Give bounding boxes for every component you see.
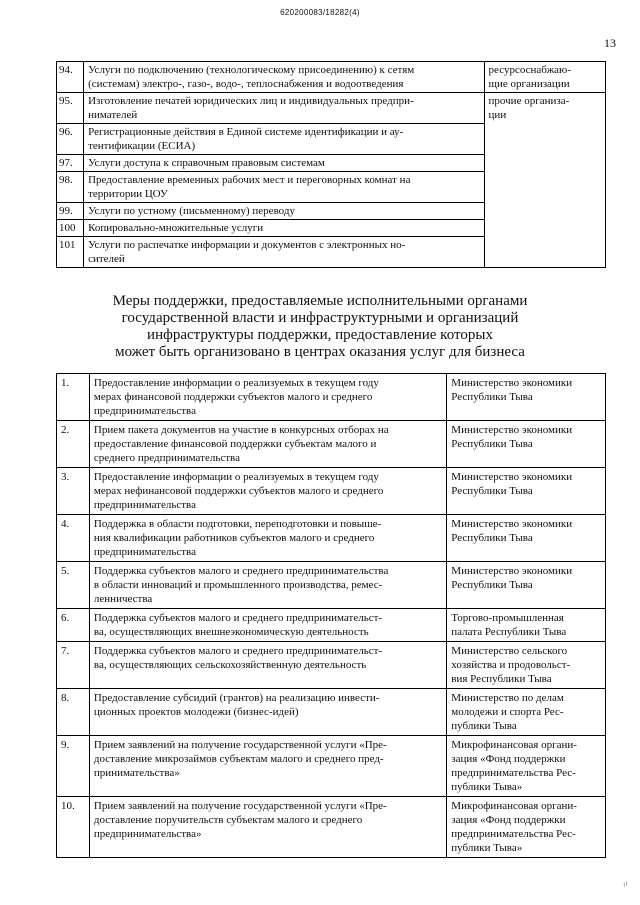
table-row [57, 689, 606, 736]
measure-description [89, 736, 446, 797]
cell-line: вия Республики Тыва [451, 673, 552, 685]
cell-line: Предоставление временных рабочих мест и переговорных комнат на [88, 174, 411, 186]
cell-line: Торгово-промышленная [451, 612, 564, 624]
cell-line: предпринимательства» [93, 828, 202, 840]
cell-line: предпринимательства [93, 499, 196, 511]
cell-line: публики Тыва [451, 720, 517, 732]
cell-line: предоставление финансовой поддержки субъектам малого и [93, 438, 377, 450]
row-number: 94. [57, 62, 84, 93]
cell-line: Микрофинансовая органи- [451, 800, 577, 812]
cell-line: Республики Тыва [451, 438, 533, 450]
cell-line: Поддержка субъектов малого и среднего предпринимательст- [93, 645, 383, 657]
cell-line: Министерство экономики [451, 565, 573, 577]
cell-line: Изготовление печатей юридических лиц и индивидуальных предпри- [88, 95, 414, 107]
table-row [57, 736, 606, 797]
responsible-body [447, 421, 606, 468]
table-row [57, 62, 606, 93]
document-id: 620200083/18282(4) [280, 8, 360, 17]
cell-line: Республики Тыва [451, 579, 533, 591]
table-row [57, 642, 606, 689]
cell-line: ва, осуществляющих внешнеэкономическую деятельность [93, 626, 369, 638]
table-row [57, 515, 606, 562]
cell-line: Министерство экономики [451, 518, 573, 530]
cell-line: Республики Тыва [451, 485, 533, 497]
responsible-body [447, 374, 606, 421]
service-description [84, 203, 484, 220]
section-heading [0, 293, 640, 361]
row-number: 97. [57, 155, 84, 172]
table-row [57, 374, 606, 421]
cell-line: предпринимательства [93, 405, 196, 417]
measure-description [89, 642, 446, 689]
measure-description [89, 374, 446, 421]
row-number: 2. [57, 421, 90, 468]
responsible-body [447, 689, 606, 736]
responsible-body [447, 609, 606, 642]
row-number: 1. [57, 374, 90, 421]
cell-line: Услуги по подключению (технологическому присоединению) к сетям [88, 64, 415, 76]
measure-description [89, 421, 446, 468]
row-number: 10. [57, 797, 90, 858]
responsible-body [447, 736, 606, 797]
measure-description [89, 562, 446, 609]
cell-line: зация «Фонд поддержки [451, 753, 566, 765]
heading-line: инфраструктуры поддержки, предоставление которых [147, 327, 493, 343]
row-number: 7. [57, 642, 90, 689]
cell-line: хозяйства и продовольст- [451, 659, 571, 671]
responsible-body [447, 515, 606, 562]
heading-line: государственной власти и инфраструктурными и организаций [121, 310, 519, 326]
row-number: 8. [57, 689, 90, 736]
cell-line: зация «Фонд поддержки [451, 814, 566, 826]
row-number: 101 [57, 237, 84, 268]
cell-line: Поддержка субъектов малого и среднего предпринимательст- [93, 612, 383, 624]
cell-line: в области инноваций и промышленного производства, ремес- [93, 579, 383, 591]
cell-line: доставление микрозаймов субъектам малого и среднего пред- [93, 753, 384, 765]
cell-line: Республики Тыва [451, 532, 533, 544]
cell-line: Прием заявлений на получение государственной услуги «Пре- [93, 739, 387, 751]
margin-mark: 〃 [619, 879, 633, 893]
measure-description [89, 468, 446, 515]
cell-line: Копировально-множительные услуги [88, 222, 264, 234]
cell-line: Предоставление субсидий (грантов) на реализацию инвести- [93, 692, 380, 704]
cell-line: ва, осуществляющих сельскохозяйственную деятельность [93, 659, 367, 671]
heading-line: Меры поддержки, предоставляемые исполнительными органами [112, 293, 528, 309]
cell-line: среднего предпринимательства [93, 452, 240, 464]
cell-line: молодежи и спорта Рес- [451, 706, 564, 718]
responsible-body [447, 562, 606, 609]
row-number: 5. [57, 562, 90, 609]
measure-description [89, 609, 446, 642]
cell-line: Министерство по делам [451, 692, 564, 704]
service-description [84, 237, 484, 268]
cell-line: Поддержка в области подготовки, переподготовки и повыше- [93, 518, 382, 530]
measure-description [89, 515, 446, 562]
cell-line: принимательства» [93, 767, 180, 779]
cell-line: Министерство экономики [451, 424, 573, 436]
cell-line: Услуги по распечатке информации и документов с электронных но- [88, 239, 406, 251]
provider-organization [484, 62, 605, 93]
cell-line: предпринимательства [93, 546, 196, 558]
cell-line: Регистрационные действия в Единой системе идентификации и ау- [88, 126, 404, 138]
cell-line: палата Республики Тыва [451, 626, 567, 638]
row-number: 3. [57, 468, 90, 515]
provider-organization [484, 93, 605, 268]
cell-line: предпринимательства Рес- [451, 828, 576, 840]
cell-line: Прием заявлений на получение государственной услуги «Пре- [93, 800, 387, 812]
services-table [56, 61, 606, 268]
service-description [84, 124, 484, 155]
cell-line: публики Тыва» [451, 842, 523, 854]
table-row [57, 562, 606, 609]
table-row [57, 468, 606, 515]
cell-line: ресурсоснабжаю- [488, 64, 571, 76]
row-number: 4. [57, 515, 90, 562]
cell-line: Микрофинансовая органи- [451, 739, 577, 751]
table-row [57, 609, 606, 642]
cell-line: мерах нефинансовой поддержки субъектов малого и среднего [93, 485, 384, 497]
row-number: 98. [57, 172, 84, 203]
service-description [84, 220, 484, 237]
cell-line: Прием пакета документов на участие в конкурсных отборах на [93, 424, 389, 436]
row-number: 95. [57, 93, 84, 124]
support-measures-table [56, 373, 606, 858]
responsible-body [447, 797, 606, 858]
measure-description [89, 689, 446, 736]
cell-line: щие организации [488, 78, 570, 90]
cell-line: (системам) электро-, газо-, водо-, теплоснабжения и водоотведения [88, 78, 404, 90]
cell-line: Предоставление информации о реализуемых в текущем году [93, 471, 379, 483]
measure-description [89, 797, 446, 858]
heading-line: может быть организовано в центрах оказания услуг для бизнеса [115, 344, 525, 360]
cell-line: сителей [88, 253, 125, 265]
service-description [84, 62, 484, 93]
cell-line: Услуги доступа к справочным правовым системам [88, 157, 325, 169]
service-description [84, 93, 484, 124]
cell-line: ции [488, 109, 507, 121]
cell-line: ционных проектов молодежи (бизнес-идей) [93, 706, 299, 718]
cell-line: мерах финансовой поддержки субъектов малого и среднего [93, 391, 373, 403]
row-number: 96. [57, 124, 84, 155]
cell-line: Министерство экономики [451, 471, 573, 483]
service-description [84, 172, 484, 203]
cell-line: Поддержка субъектов малого и среднего предпринимательства [93, 565, 389, 577]
table-row [57, 93, 606, 124]
row-number: 100 [57, 220, 84, 237]
responsible-body [447, 468, 606, 515]
cell-line: Республики Тыва [451, 391, 533, 403]
cell-line: Предоставление информации о реализуемых в текущем году [93, 377, 379, 389]
table-row [57, 797, 606, 858]
cell-line: территории ЦОУ [88, 188, 168, 200]
cell-line: нимателей [88, 109, 138, 121]
cell-line: ния квалификации работников субъектов малого и среднего [93, 532, 375, 544]
cell-line: предпринимательства Рес- [451, 767, 576, 779]
responsible-body [447, 642, 606, 689]
row-number: 6. [57, 609, 90, 642]
service-description [84, 155, 484, 172]
cell-line: прочие организа- [488, 95, 570, 107]
cell-line: публики Тыва» [451, 781, 523, 793]
page-number: 13 [604, 36, 616, 50]
cell-line: тентификации (ЕСИА) [88, 140, 196, 152]
cell-line: Министерство экономики [451, 377, 573, 389]
cell-line: Услуги по устному (письменному) переводу [88, 205, 295, 217]
row-number: 99. [57, 203, 84, 220]
row-number: 9. [57, 736, 90, 797]
table-row [57, 421, 606, 468]
cell-line: Министерство сельского [451, 645, 568, 657]
cell-line: ленничества [93, 593, 153, 605]
cell-line: доставление поручительств субъектам малого и среднего [93, 814, 363, 826]
